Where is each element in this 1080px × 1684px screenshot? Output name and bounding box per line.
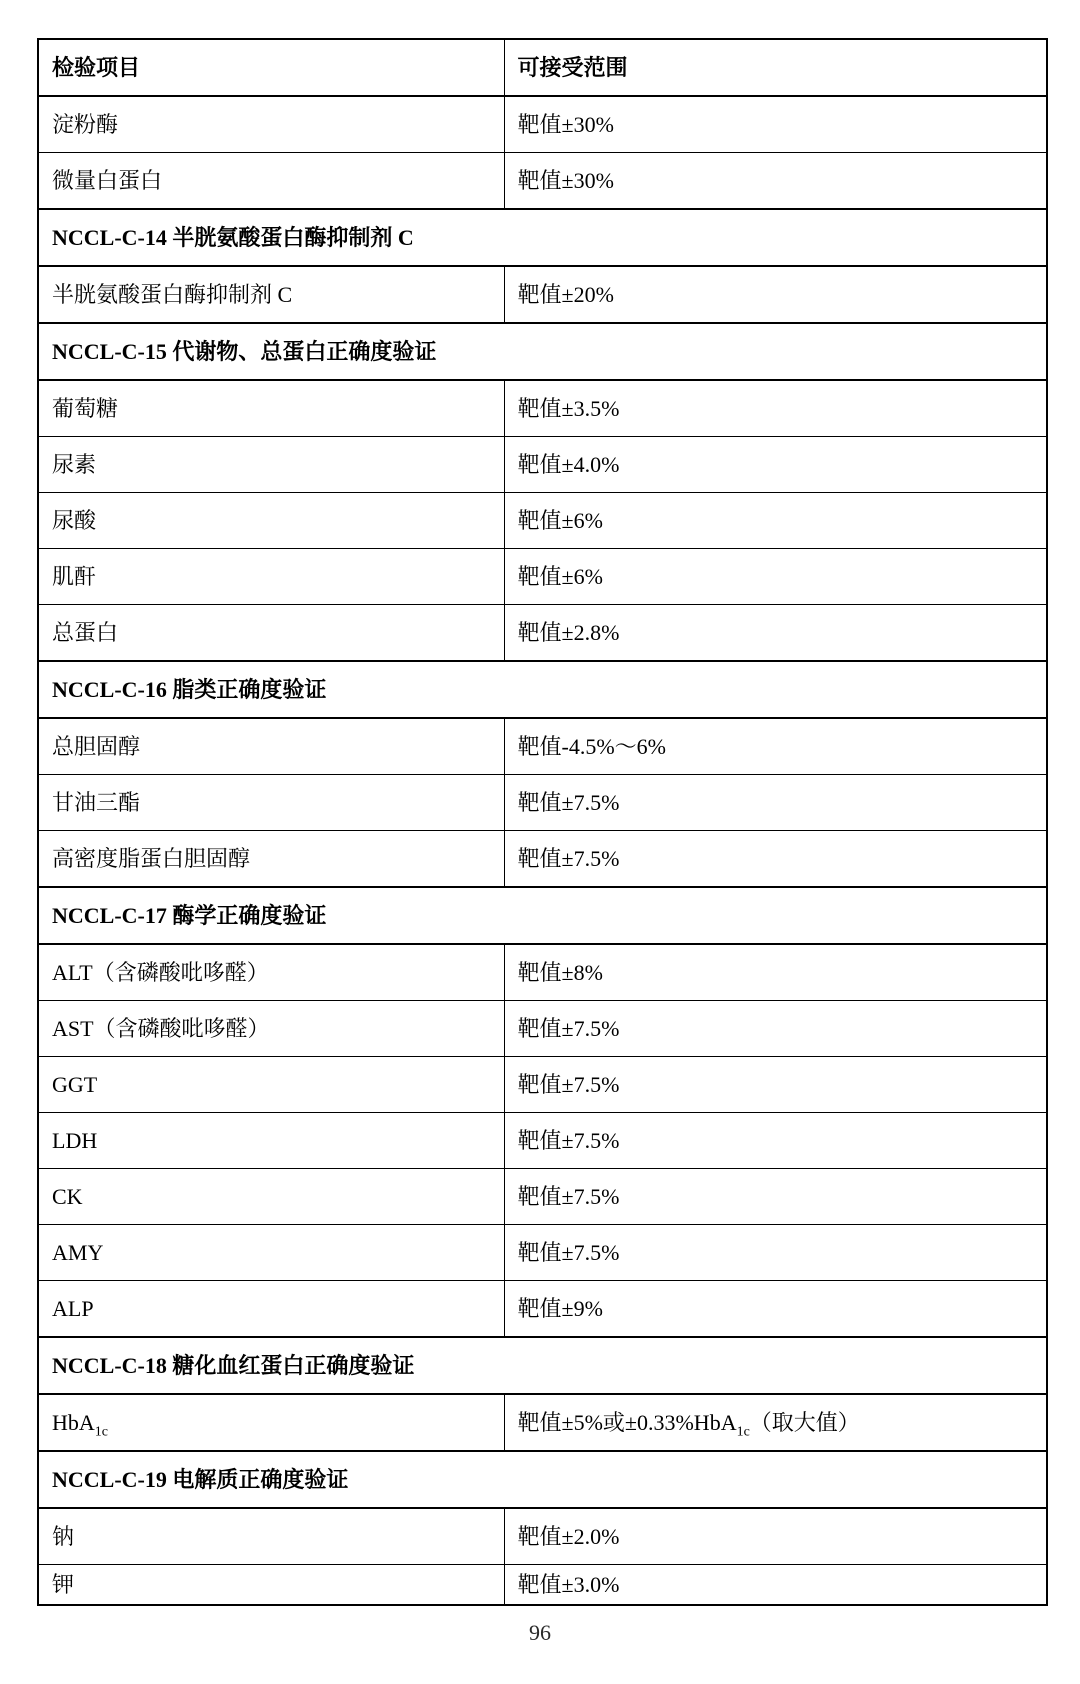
acceptable-range-cell: 靶值±7.5% xyxy=(504,1001,1047,1057)
test-item-cell: 高密度脂蛋白胆固醇 xyxy=(38,831,504,888)
section-header-cell: NCCL-C-17 酶学正确度验证 xyxy=(38,887,1047,944)
hba1c-range-suffix: （取大值） xyxy=(749,1409,860,1435)
acceptable-range-cell: 靶值±9% xyxy=(504,1281,1047,1338)
table-row xyxy=(38,1225,1047,1281)
hba1c-label: HbA xyxy=(52,1409,95,1435)
table-row xyxy=(38,775,1047,831)
section-header-cell: NCCL-C-16 脂类正确度验证 xyxy=(38,661,1047,718)
section-header-row xyxy=(38,887,1047,944)
acceptable-range-cell: 靶值±2.8% xyxy=(504,605,1047,662)
table-row xyxy=(38,1281,1047,1338)
table-row xyxy=(38,266,1047,323)
test-item-cell: 总胆固醇 xyxy=(38,718,504,775)
table-row xyxy=(38,153,1047,210)
table-row xyxy=(38,1508,1047,1565)
table-row xyxy=(38,1057,1047,1113)
acceptable-range-cell: 靶值±2.0% xyxy=(504,1508,1047,1565)
test-item-cell: AST（含磷酸吡哆醛） xyxy=(38,1001,504,1057)
section-header-row xyxy=(38,1337,1047,1394)
test-item-cell: 半胱氨酸蛋白酶抑制剂 C xyxy=(38,266,504,323)
hba1c-subscript: 1c xyxy=(94,1424,108,1440)
section-header-row xyxy=(38,1451,1047,1508)
test-item-cell: CK xyxy=(38,1169,504,1225)
section-header-cell: NCCL-C-14 半胱氨酸蛋白酶抑制剂 C xyxy=(38,209,1047,266)
page-number: 96 xyxy=(529,1620,551,1645)
test-item-cell: 葡萄糖 xyxy=(38,380,504,437)
table-row xyxy=(38,437,1047,493)
acceptable-range-cell: 靶值±6% xyxy=(504,549,1047,605)
test-item-cell: GGT xyxy=(38,1057,504,1113)
section-header-row xyxy=(38,323,1047,380)
table-row xyxy=(38,831,1047,888)
hba1c-range-text: 靶值±5%或±0.33%HbA xyxy=(517,1409,737,1435)
acceptable-range-cell: 靶值±30% xyxy=(504,96,1047,153)
table-row xyxy=(38,96,1047,153)
table-row xyxy=(38,1394,1047,1451)
test-item-cell: ALP xyxy=(38,1281,504,1338)
acceptable-range-cell: 靶值±3.5% xyxy=(504,380,1047,437)
test-item-cell: 微量白蛋白 xyxy=(38,153,504,210)
acceptable-range-cell: 靶值±7.5% xyxy=(504,775,1047,831)
test-item-cell: 淀粉酶 xyxy=(38,96,504,153)
test-item-cell: 肌酐 xyxy=(38,549,504,605)
test-item-cell: 总蛋白 xyxy=(38,605,504,662)
table-row xyxy=(38,718,1047,775)
table-row xyxy=(38,1001,1047,1057)
table-row xyxy=(38,549,1047,605)
test-item-cell: 尿素 xyxy=(38,437,504,493)
table-row xyxy=(38,1113,1047,1169)
column-header-acceptable-range: 可接受范围 xyxy=(504,39,1047,96)
acceptable-range-cell: 靶值±3.0% xyxy=(504,1565,1047,1606)
acceptable-range-cell: 靶值±7.5% xyxy=(504,1113,1047,1169)
acceptable-range-cell: 靶值±8% xyxy=(504,944,1047,1001)
table-row xyxy=(38,1565,1047,1606)
acceptable-range-cell: 靶值±7.5% xyxy=(504,1225,1047,1281)
table-row xyxy=(38,1169,1047,1225)
section-header-row xyxy=(38,661,1047,718)
table-row xyxy=(38,605,1047,662)
acceptable-range-cell: 靶值±7.5% xyxy=(504,831,1047,888)
acceptable-range-cell: 靶值-4.5%～6% xyxy=(504,718,1047,775)
acceptable-range-cell xyxy=(504,1394,1047,1451)
table-row xyxy=(38,493,1047,549)
acceptable-range-cell: 靶值±7.5% xyxy=(504,1169,1047,1225)
table-header-row xyxy=(38,39,1047,96)
acceptable-range-cell: 靶值±20% xyxy=(504,266,1047,323)
table-row xyxy=(38,944,1047,1001)
column-header-test-item: 检验项目 xyxy=(38,39,504,96)
section-header-cell: NCCL-C-19 电解质正确度验证 xyxy=(38,1451,1047,1508)
acceptable-range-cell: 靶值±30% xyxy=(504,153,1047,210)
test-item-cell: 甘油三酯 xyxy=(38,775,504,831)
acceptance-range-table xyxy=(37,38,1048,1606)
test-item-cell: 钾 xyxy=(38,1565,504,1606)
hba1c-range-subscript: 1c xyxy=(736,1424,750,1440)
test-item-cell: 钠 xyxy=(38,1508,504,1565)
test-item-cell: AMY xyxy=(38,1225,504,1281)
section-header-cell: NCCL-C-15 代谢物、总蛋白正确度验证 xyxy=(38,323,1047,380)
table-row xyxy=(38,380,1047,437)
test-item-cell: ALT（含磷酸吡哆醛） xyxy=(38,944,504,1001)
acceptable-range-cell: 靶值±6% xyxy=(504,493,1047,549)
test-item-cell: 尿酸 xyxy=(38,493,504,549)
section-header-row xyxy=(38,209,1047,266)
test-item-cell: LDH xyxy=(38,1113,504,1169)
section-header-cell: NCCL-C-18 糖化血红蛋白正确度验证 xyxy=(38,1337,1047,1394)
test-item-cell xyxy=(38,1394,504,1451)
acceptable-range-cell: 靶值±7.5% xyxy=(504,1057,1047,1113)
acceptable-range-cell: 靶值±4.0% xyxy=(504,437,1047,493)
